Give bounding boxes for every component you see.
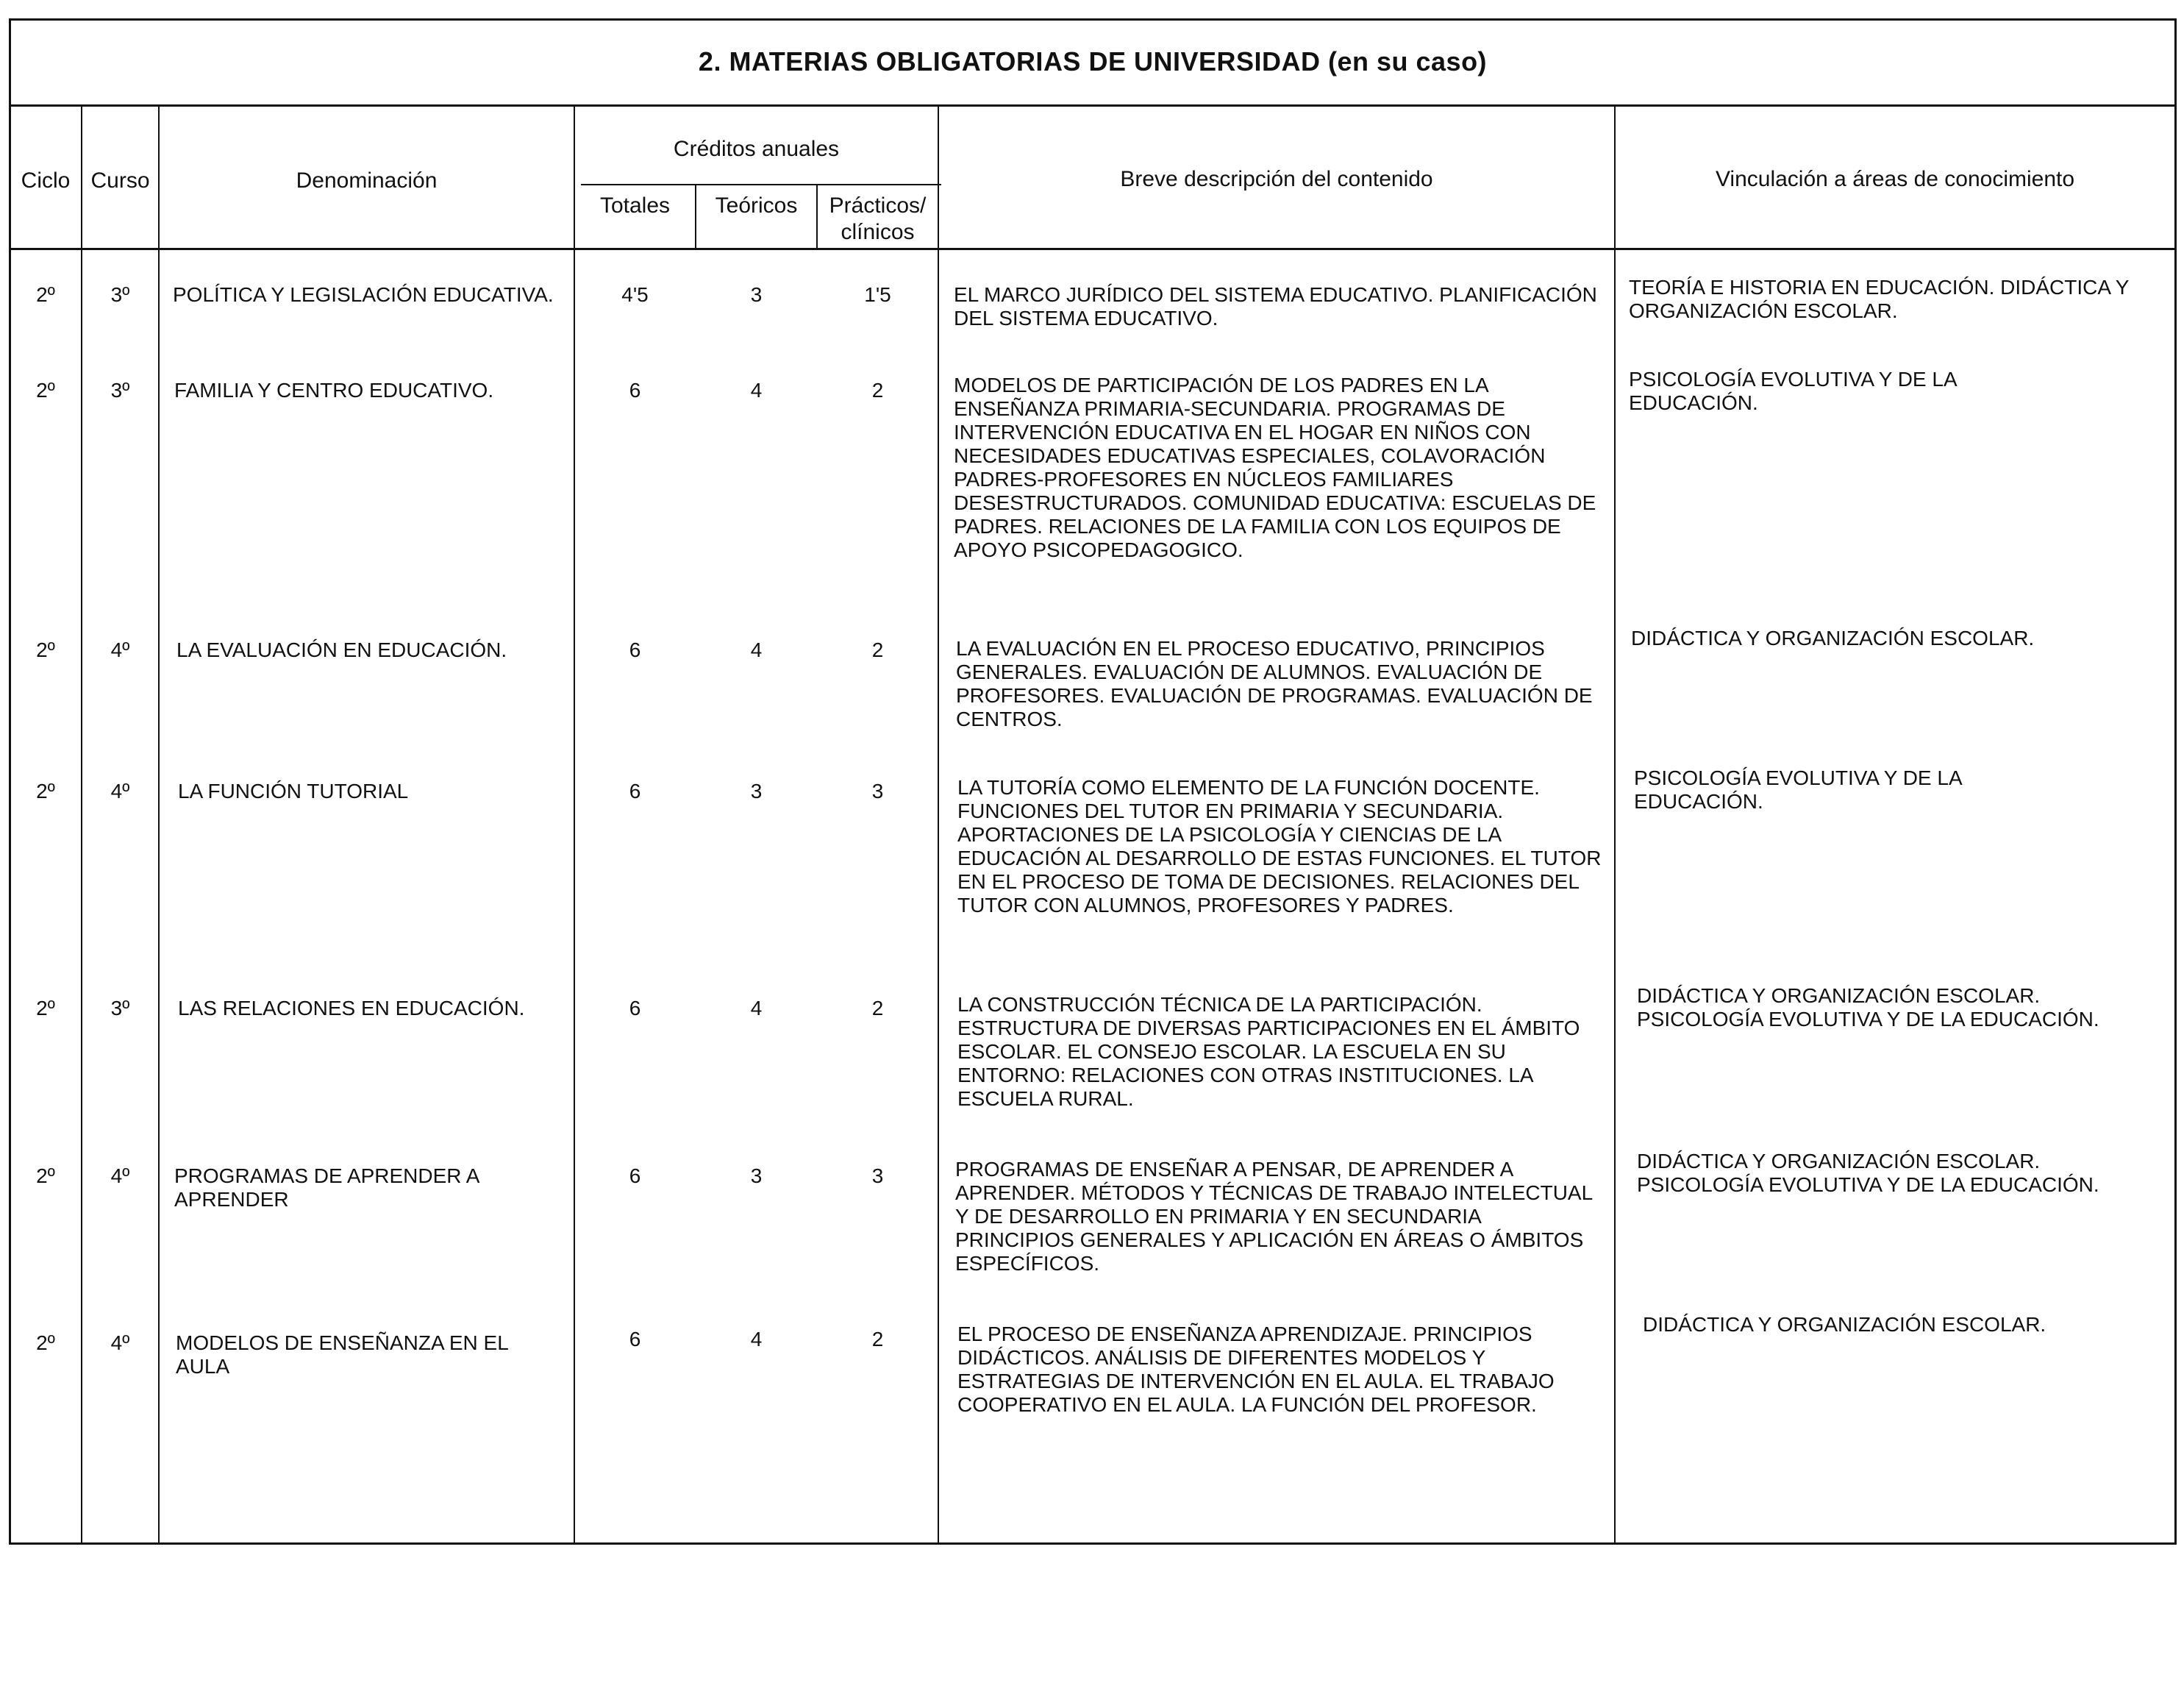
cell-denominacion: POLÍTICA Y LEGISLACIÓN EDUCATIVA. bbox=[173, 283, 554, 306]
cell-descripcion: MODELOS DE PARTICIPACIÓN DE LOS PADRES EN LA ENSEÑANZA PRIMARIA-SECUNDARIA. PROGRAMAS DE INTERVENCIÓN EDUCATIVA EN EL HOGAR EN NIÑOS CON NECESIDADES EDUCATIVAS ESPECIALES, COLAVORACIÓN PADRES-PROFESORES EN NÚCLEOS FAMILIARES DESESTRUCTURADOS. COMUNIDAD EDUCATIVA: ESCUELAS DE PADRES. RELACIONES DE LA FAMILIA CON LOS EQUIPOS DE APOYO PSICOPEDAGOGICO. bbox=[954, 374, 1596, 561]
credits-subheader-line bbox=[581, 184, 941, 185]
cell-curso: 3º bbox=[110, 379, 130, 402]
header-teoricos: Teóricos bbox=[715, 193, 798, 218]
title-band bbox=[9, 18, 2177, 107]
cell-curso: 4º bbox=[110, 1331, 130, 1354]
header-vinculacion: Vinculación a áreas de conocimiento bbox=[1715, 167, 2075, 191]
cell-totales: 6 bbox=[629, 638, 641, 661]
cell-ciclo: 2º bbox=[36, 997, 55, 1019]
cell-teoricos: 4 bbox=[750, 638, 763, 661]
cell-descripcion: PROGRAMAS DE ENSEÑAR A PENSAR, DE APRENDER A APRENDER. MÉTODOS Y TÉCNICAS DE TRABAJO INTELECTUAL Y DE DESARROLLO EN PRIMARIA Y EN SECUNDARIA PRINCIPIOS GENERALES Y APLICACIÓN EN ÁREAS O ÁMBITOS ESPECÍFICOS. bbox=[955, 1158, 1593, 1275]
cell-teoricos: 4 bbox=[750, 997, 763, 1019]
cell-vinculacion: TEORÍA E HISTORIA EN EDUCACIÓN. DIDÁCTICA Y ORGANIZACIÓN ESCOLAR. bbox=[1629, 276, 2129, 322]
cell-totales: 6 bbox=[629, 1328, 641, 1350]
cell-teoricos: 4 bbox=[750, 1328, 763, 1350]
cell-curso: 4º bbox=[110, 780, 130, 802]
cell-denominacion: LAS RELACIONES EN EDUCACIÓN. bbox=[178, 997, 525, 1019]
cell-totales: 6 bbox=[629, 379, 641, 402]
header-totales: Totales bbox=[599, 193, 671, 218]
column-divider bbox=[1614, 107, 1616, 1545]
cell-curso: 3º bbox=[110, 283, 130, 306]
cell-totales: 6 bbox=[629, 1164, 641, 1187]
cell-ciclo: 2º bbox=[36, 379, 55, 402]
header-descripcion: Breve descripción del contenido bbox=[1120, 167, 1433, 191]
header-creditos: Créditos anuales bbox=[673, 137, 840, 161]
cell-ciclo: 2º bbox=[36, 1331, 55, 1354]
cell-curso: 3º bbox=[110, 997, 130, 1019]
cell-descripcion: EL PROCESO DE ENSEÑANZA APRENDIZAJE. PRINCIPIOS DIDÁCTICOS. ANÁLISIS DE DIFERENTES MODELOS Y ESTRATEGIAS DE INTERVENCIÓN EN EL AULA. EL TRABAJO COOPERATIVO EN EL AULA. LA FUNCIÓN DEL PROFESOR. bbox=[957, 1323, 1555, 1416]
cell-practicos: 3 bbox=[871, 1164, 884, 1187]
column-divider bbox=[158, 107, 160, 1545]
cell-denominacion: PROGRAMAS DE APRENDER A APRENDER bbox=[174, 1164, 479, 1211]
cell-totales: 6 bbox=[629, 997, 641, 1019]
cell-teoricos: 3 bbox=[750, 283, 763, 306]
column-divider bbox=[81, 107, 82, 1545]
cell-curso: 4º bbox=[110, 638, 130, 661]
page-title: 2. MATERIAS OBLIGATORIAS DE UNIVERSIDAD (en su caso) bbox=[698, 46, 1488, 76]
cell-vinculacion: DIDÁCTICA Y ORGANIZACIÓN ESCOLAR. PSICOLOGÍA EVOLUTIVA Y DE LA EDUCACIÓN. bbox=[1637, 1150, 2099, 1196]
cell-practicos: 2 bbox=[871, 997, 884, 1019]
cell-descripcion: LA CONSTRUCCIÓN TÉCNICA DE LA PARTICIPACIÓN. ESTRUCTURA DE DIVERSAS PARTICIPACIONES EN EL ÁMBITO ESCOLAR. EL CONSEJO ESCOLAR. LA ESCUELA EN SU ENTORNO: RELACIONES CON OTRAS INSTITUCIONES. LA ESCUELA RURAL. bbox=[957, 993, 1580, 1110]
cell-ciclo: 2º bbox=[36, 283, 55, 306]
header-practicos: Prácticos/ clínicos bbox=[829, 193, 927, 244]
cell-denominacion: LA FUNCIÓN TUTORIAL bbox=[178, 780, 409, 802]
cell-descripcion: LA EVALUACIÓN EN EL PROCESO EDUCATIVO, PRINCIPIOS GENERALES. EVALUACIÓN DE ALUMNOS. EVALUACIÓN DE PROFESORES. EVALUACIÓN DE PROGRAMAS. EVALUACIÓN DE CENTROS. bbox=[956, 637, 1593, 730]
header-curso: Curso bbox=[90, 168, 150, 193]
cell-totales: 6 bbox=[629, 780, 641, 802]
cell-curso: 4º bbox=[110, 1164, 130, 1187]
cell-ciclo: 2º bbox=[36, 638, 55, 661]
cell-teoricos: 3 bbox=[750, 1164, 763, 1187]
cell-descripcion: LA TUTORÍA COMO ELEMENTO DE LA FUNCIÓN DOCENTE. FUNCIONES DEL TUTOR EN PRIMARIA Y SECUNDARIA. APORTACIONES DE LA PSICOLOGÍA Y CIENCIAS DE LA EDUCACIÓN AL DESARROLLO DE ESTAS FUNCIONES. EL TUTOR EN EL PROCESO DE TOMA DE DECISIONES. RELACIONES DEL TUTOR CON ALUMNOS, PROFESORES Y PADRES. bbox=[957, 776, 1602, 917]
cell-practicos: 3 bbox=[871, 780, 884, 802]
cell-denominacion: MODELOS DE ENSEÑANZA EN EL AULA bbox=[176, 1331, 508, 1378]
cell-descripcion: EL MARCO JURÍDICO DEL SISTEMA EDUCATIVO. PLANIFICACIÓN DEL SISTEMA EDUCATIVO. bbox=[954, 283, 1597, 330]
cell-practicos: 1'5 bbox=[864, 283, 891, 306]
cell-ciclo: 2º bbox=[36, 1164, 55, 1187]
credits-subheader-divider bbox=[816, 184, 818, 250]
cell-vinculacion: DIDÁCTICA Y ORGANIZACIÓN ESCOLAR. bbox=[1643, 1313, 2046, 1336]
cell-practicos: 2 bbox=[871, 638, 884, 661]
cell-vinculacion: DIDÁCTICA Y ORGANIZACIÓN ESCOLAR. bbox=[1631, 627, 2035, 650]
header-denominacion: Denominación bbox=[296, 168, 438, 193]
cell-practicos: 2 bbox=[871, 1328, 884, 1350]
cell-denominacion: LA EVALUACIÓN EN EDUCACIÓN. bbox=[176, 638, 507, 661]
cell-teoricos: 3 bbox=[750, 780, 763, 802]
cell-vinculacion: PSICOLOGÍA EVOLUTIVA Y DE LA EDUCACIÓN. bbox=[1629, 368, 1957, 414]
cell-ciclo: 2º bbox=[36, 780, 55, 802]
cell-teoricos: 4 bbox=[750, 379, 763, 402]
cell-vinculacion: PSICOLOGÍA EVOLUTIVA Y DE LA EDUCACIÓN. bbox=[1634, 766, 1962, 813]
cell-vinculacion: DIDÁCTICA Y ORGANIZACIÓN ESCOLAR. PSICOLOGÍA EVOLUTIVA Y DE LA EDUCACIÓN. bbox=[1637, 984, 2099, 1031]
cell-practicos: 2 bbox=[871, 379, 884, 402]
header-ciclo: Ciclo bbox=[21, 168, 71, 193]
cell-totales: 4'5 bbox=[621, 283, 649, 306]
column-divider bbox=[938, 107, 939, 1545]
cell-denominacion: FAMILIA Y CENTRO EDUCATIVO. bbox=[174, 379, 494, 402]
